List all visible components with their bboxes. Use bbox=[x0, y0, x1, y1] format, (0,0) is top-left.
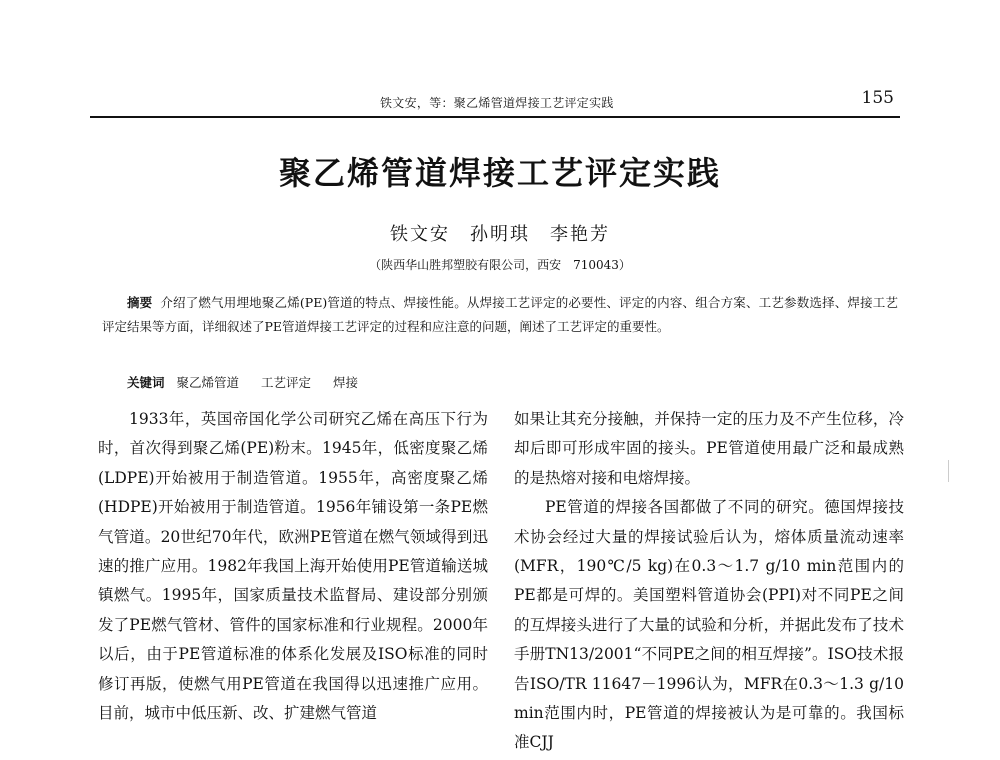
keyword: 工艺评定 bbox=[261, 375, 312, 390]
abstract-label: 摘要 bbox=[127, 295, 153, 310]
body-paragraph: 1933年，英国帝国化学公司研究乙烯在高压下行为时，首次得到聚乙烯(PE)粉末。1945年，低密度聚乙烯(LDPE)开始被用于制造管道。1955年，高密度聚乙烯(HDPE)开始被用于制造管道。1956年铺设第一条PE燃气管道。20世纪70年代，欧洲PE管道在燃气领域得到迅速的推广应用。1982年我国上海开始使用PE管道输送城镇燃气。1995年，国家质量技术监督局、建设部分别颁发了PE燃气管材、管件的国家标准和行业规程。2000年以后，由于PE管道标准的体系化发展及ISO标准的同时修订再版，使燃气用PE管道在我国得以迅速推广应用。目前，城市中低压新、改、扩建燃气管道 bbox=[98, 410, 488, 723]
body-column-right bbox=[514, 405, 904, 758]
running-header bbox=[90, 88, 900, 112]
authors: 铁文安 孙明琪 李艳芳 bbox=[390, 224, 610, 245]
abstract bbox=[102, 291, 898, 339]
body-column-left bbox=[98, 405, 488, 728]
article-title: 聚乙烯管道焊接工艺评定实践 bbox=[278, 154, 721, 192]
keyword: 焊接 bbox=[333, 375, 359, 390]
keyword: 聚乙烯管道 bbox=[176, 375, 240, 390]
header-rule bbox=[90, 116, 900, 118]
keywords bbox=[102, 371, 898, 395]
body-paragraph-continued: 如果让其充分接触，并保持一定的压力及不产生位移，冷却后即可形成牢固的接头。PE管道使用最广泛和最成熟的是热熔对接和电熔焊接。 bbox=[514, 410, 904, 487]
affiliation: （陕西华山胜邦塑胶有限公司，西安 710043） bbox=[369, 258, 631, 272]
scan-margin-mark bbox=[948, 460, 949, 482]
body-paragraph: PE管道的焊接各国都做了不同的研究。德国焊接技术协会经过大量的焊接试验后认为，熔体质量流动速率(MFR，190℃/5 kg)在0.3～1.7 g/10 min范围内的PE都是可焊的。美国塑料管道协会(PPI)对不同PE之间的互焊接头进行了大量的试验和分析，并据此发布了技术手册TN13/2001“不同PE之间的相互焊接”。ISO技术报告ISO/TR 11647－1996认为，MFR在0.3～1.3 g/10 min范围内时，PE管道的焊接被认为是可靠的。我国标准CJJ bbox=[514, 498, 904, 752]
abstract-text: 介绍了燃气用埋地聚乙烯(PE)管道的特点、焊接性能。从焊接工艺评定的必要性、评定的内容、组合方案、工艺参数选择、焊接工艺评定结果等方面，详细叙述了PE管道焊接工艺评定的过程和应注意的问题，阐述了工艺评定的重要性。 bbox=[102, 295, 898, 334]
keywords-label: 关键词 bbox=[127, 375, 165, 390]
running-title: 铁文安，等：聚乙烯管道焊接工艺评定实践 bbox=[380, 96, 614, 110]
page-number: 155 bbox=[861, 88, 894, 108]
